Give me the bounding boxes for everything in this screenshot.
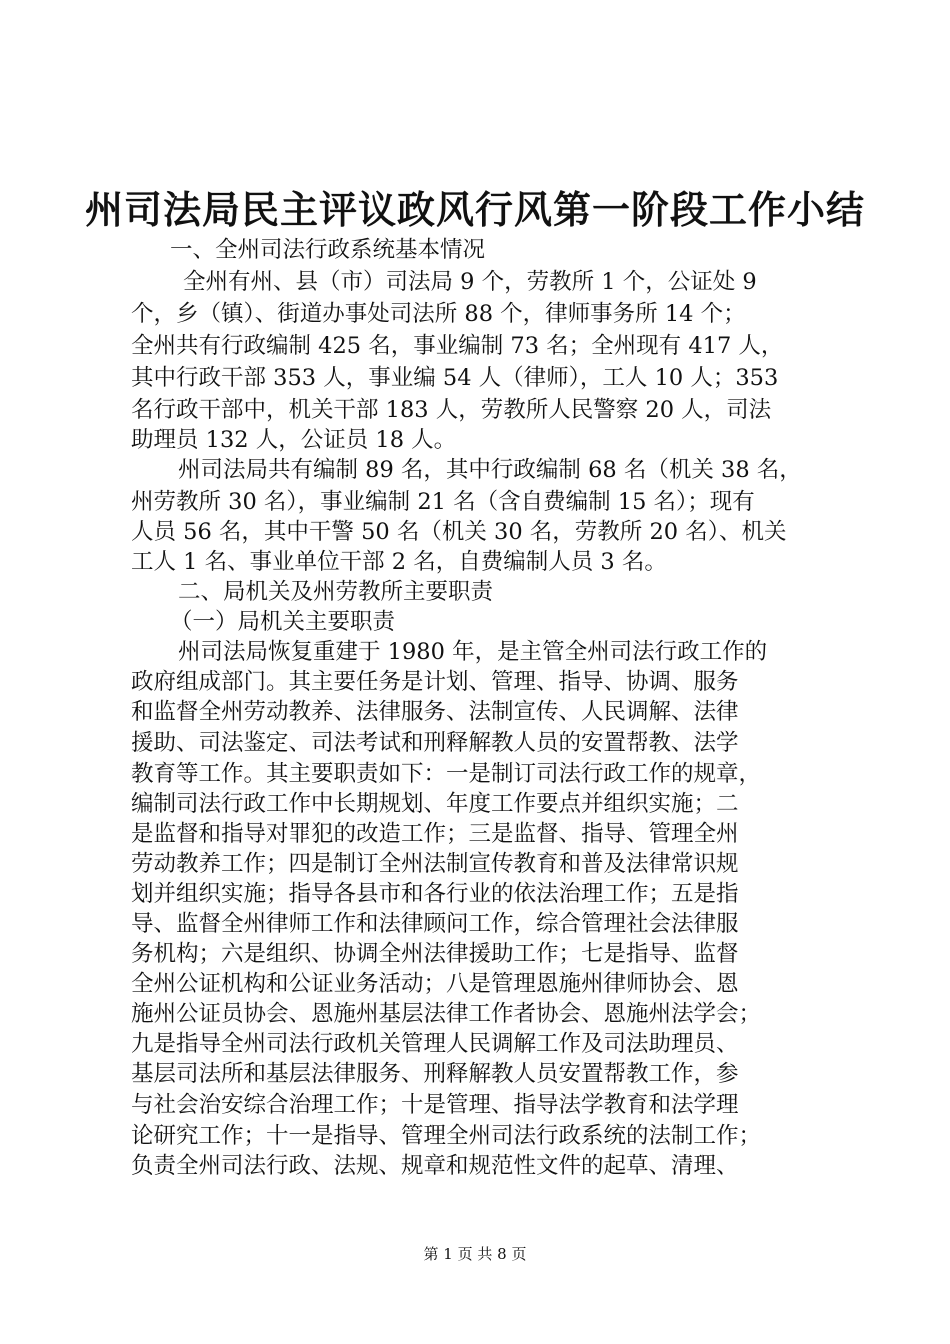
paragraph-line: 全州共有行政编制 425 名，事业编制 73 名；全州现有 417 人， <box>131 333 784 359</box>
paragraph-line: 州司法局共有编制 89 名，其中行政编制 68 名（机关 38 名， <box>178 457 802 483</box>
paragraph-line: 全州有州、县（市）司法局 9 个，劳教所 1 个，公证处 9 <box>183 269 757 295</box>
subheading-line: （一）局机关主要职责 <box>170 609 396 635</box>
paragraph-line: 和监督全州劳动教养、法律服务、法制宣传、人民调解、法律 <box>131 699 739 725</box>
paragraph-line: 与社会治安综合治理工作；十是管理、指导法学教育和法学理 <box>131 1092 739 1118</box>
paragraph-line: 州劳教所 30 名），事业编制 21 名（含自费编制 15 名）；现有 <box>131 489 755 515</box>
paragraph-line: 导、监督全州律师工作和法律顾问工作，综合管理社会法律服 <box>131 911 739 937</box>
paragraph-line: 划并组织实施；指导各县市和各行业的依法治理工作；五是指 <box>131 881 739 907</box>
paragraph-line: 论研究工作；十一是指导、管理全州司法行政系统的法制工作； <box>131 1123 762 1149</box>
paragraph-line: 援助、司法鉴定、司法考试和刑释解教人员的安置帮教、法学 <box>131 730 739 756</box>
document-title: 州司法局民主评议政风行风第一阶段工作小结 <box>84 187 865 232</box>
paragraph-line: 施州公证员协会、恩施州基层法律工作者协会、恩施州法学会； <box>131 1001 762 1027</box>
paragraph-line: 全州公证机构和公证业务活动；八是管理恩施州律师协会、恩 <box>131 971 739 997</box>
paragraph-line: 务机构；六是组织、协调全州法律援助工作；七是指导、监督 <box>131 941 739 967</box>
paragraph-line: 是监督和指导对罪犯的改造工作；三是监督、指导、管理全州 <box>131 821 739 847</box>
paragraph-line: 基层司法所和基层法律服务、刑释解教人员安置帮教工作，参 <box>131 1061 739 1087</box>
paragraph-line: 九是指导全州司法行政机关管理人民调解工作及司法助理员、 <box>131 1031 739 1057</box>
paragraph-line: 人员 56 名，其中干警 50 名（机关 30 名，劳教所 20 名）、机关 <box>131 519 787 545</box>
heading-line: 二、局机关及州劳教所主要职责 <box>178 579 494 605</box>
paragraph-line: 其中行政干部 353 人，事业编 54 人（律师），工人 10 人；353 <box>131 365 779 391</box>
paragraph-line: 州司法局恢复重建于 1980 年，是主管全州司法行政工作的 <box>178 639 768 665</box>
paragraph-line: 教育等工作。其主要职责如下：一是制订司法行政工作的规章， <box>131 761 762 787</box>
paragraph-line: 政府组成部门。其主要任务是计划、管理、指导、协调、服务 <box>131 669 739 695</box>
paragraph-line: 负责全州司法行政、法规、规章和规范性文件的起草、清理、 <box>131 1153 739 1179</box>
paragraph-line: 助理员 132 人，公证员 18 人。 <box>131 427 457 453</box>
paragraph-line: 名行政干部中，机关干部 183 人，劳教所人民警察 20 人，司法 <box>131 397 772 423</box>
paragraph-line: 劳动教养工作；四是制订全州法制宣传教育和普及法律常识规 <box>131 851 739 877</box>
paragraph-line: 个，乡（镇）、街道办事处司法所 88 个，律师事务所 14 个； <box>131 301 746 327</box>
page-number: 第 1 页 共 8 页 <box>423 1245 527 1263</box>
heading-line: 一、全州司法行政系统基本情况 <box>170 237 486 263</box>
paragraph-line: 工人 1 名、事业单位干部 2 名，自费编制人员 3 名。 <box>131 549 667 575</box>
paragraph-line: 编制司法行政工作中长期规划、年度工作要点并组织实施；二 <box>131 791 739 817</box>
